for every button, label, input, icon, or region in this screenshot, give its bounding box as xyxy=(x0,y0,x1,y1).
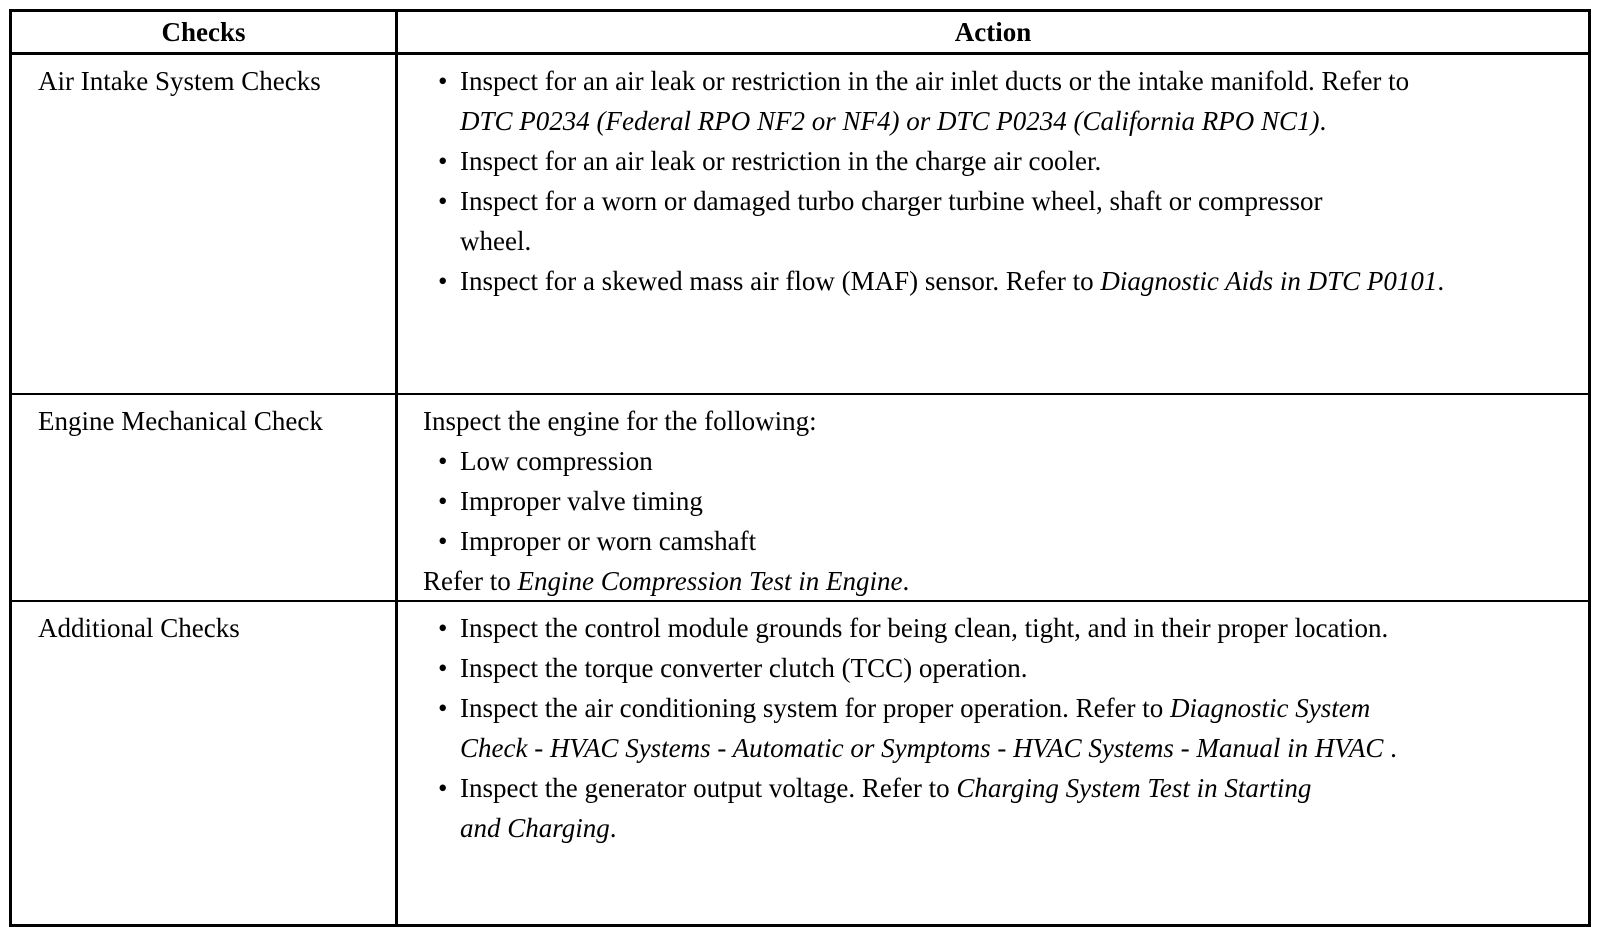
bullet-icon: • xyxy=(438,446,448,476)
action-tail: . xyxy=(1319,106,1327,136)
bullet-icon: • xyxy=(438,613,448,643)
action-text: Refer to xyxy=(423,566,518,596)
action-text: Inspect the generator output voltage. Refer to xyxy=(460,773,957,803)
action-item xyxy=(398,768,1588,848)
bullet-icon: • xyxy=(438,653,448,683)
reference-link: Diagnostic Aids in DTC P0101 xyxy=(1100,266,1438,296)
action-text: Improper or worn camshaft xyxy=(460,526,757,556)
bullet-icon: • xyxy=(438,146,448,176)
reference-link: DTC P0234 (Federal RPO NF2 or NF4) or DTC P0234 (California RPO NC1) xyxy=(460,106,1320,136)
table-header-row xyxy=(12,12,1588,55)
table-row xyxy=(12,395,1588,602)
action-text: Inspect the control module grounds for being clean, tight, and in their proper location. xyxy=(460,613,1389,643)
header-action: Action xyxy=(954,17,1032,47)
action-tail: . xyxy=(1437,266,1445,296)
action-tail: . xyxy=(609,813,617,843)
action-outro xyxy=(398,561,1588,601)
action-text: Inspect for an air leak or restriction in the air inlet ducts or the intake manifold. Refer to xyxy=(460,66,1410,96)
bullet-icon: • xyxy=(438,266,448,296)
action-text: Inspect for a skewed mass air flow (MAF) sensor. Refer to xyxy=(460,266,1101,296)
action-text: Inspect the torque converter clutch (TCC) operation. xyxy=(460,653,1028,683)
action-cell xyxy=(398,395,1588,600)
action-item xyxy=(398,521,1588,561)
action-item xyxy=(398,141,1588,181)
action-item xyxy=(398,261,1588,301)
bullet-icon: • xyxy=(438,486,448,516)
reference-link: Charging System Test in Starting and Charging xyxy=(460,773,1312,843)
header-checks: Checks xyxy=(161,17,246,47)
action-item xyxy=(398,688,1588,768)
action-item xyxy=(398,608,1588,648)
action-text: Low compression xyxy=(460,446,653,476)
check-name: Air Intake System Checks xyxy=(38,66,321,96)
check-name: Engine Mechanical Check xyxy=(38,406,323,436)
action-text: Inspect for an air leak or restriction in the charge air cooler. xyxy=(460,146,1102,176)
bullet-icon: • xyxy=(438,66,448,96)
check-name: Additional Checks xyxy=(38,613,240,643)
bullet-icon: • xyxy=(438,526,448,556)
bullet-icon: • xyxy=(438,186,448,216)
action-item xyxy=(398,181,1588,261)
action-cell xyxy=(398,55,1588,393)
action-text: Inspect the air conditioning system for proper operation. Refer to xyxy=(460,693,1171,723)
action-item xyxy=(398,648,1588,688)
diagnostic-table xyxy=(9,9,1591,927)
action-text: Inspect for a worn or damaged turbo charger turbine wheel, shaft or compressor wheel. xyxy=(460,186,1323,256)
action-tail: . xyxy=(1390,733,1397,763)
table-row xyxy=(12,55,1588,395)
table-row xyxy=(12,602,1588,924)
bullet-icon: • xyxy=(438,773,448,803)
action-item xyxy=(398,61,1588,141)
action-item xyxy=(398,441,1588,481)
bullet-icon: • xyxy=(438,693,448,723)
action-cell xyxy=(398,602,1588,924)
reference-link: Diagnostic System Check - HVAC Systems - Automatic or Symptoms - HVAC Systems - Manual in HVAC xyxy=(460,693,1391,763)
reference-link: Engine Compression Test in Engine xyxy=(517,566,903,596)
action-tail: . xyxy=(902,566,910,596)
action-intro: Inspect the engine for the following: xyxy=(423,406,817,436)
action-item xyxy=(398,481,1588,521)
action-text: Improper valve timing xyxy=(460,486,703,516)
